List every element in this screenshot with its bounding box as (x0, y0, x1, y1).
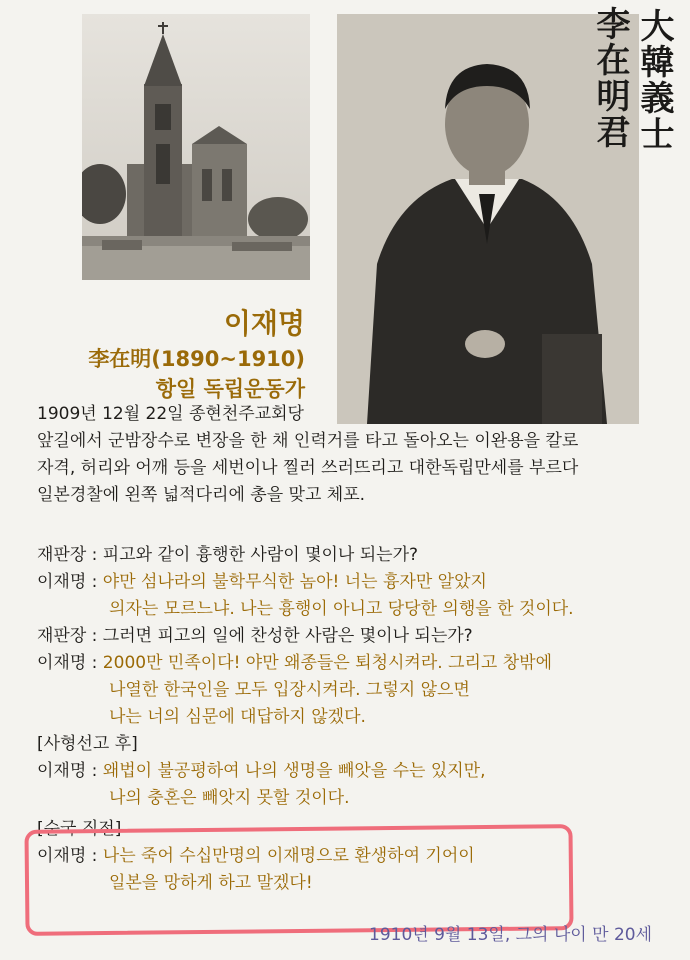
dialogue-line (37, 623, 574, 650)
speaker-label: 재판장 : (37, 545, 98, 565)
dialogue-text: 야만 섬나라의 불학무식한 놈아! 너는 흉자만 알았지 (97, 572, 487, 592)
dialogue-text: 나는 죽어 수십만명의 이재명으로 환생하여 기어이 (97, 846, 475, 866)
speaker-label: 이재명 : (37, 761, 98, 781)
role-title: 항일 독립운동가 (155, 377, 305, 401)
intro-paragraph (37, 401, 657, 509)
church-photo (82, 14, 310, 280)
dialogue-text: 나열한 한국인을 모두 입장시켜라. 그렇지 않으면 (109, 680, 470, 700)
dialogue-line (37, 650, 574, 677)
calligraphy-name: 李在明君 (590, 6, 630, 150)
speaker-label: 이재명 : (37, 653, 98, 673)
intro-line: 1909년 12월 22일 종현천주교회당 (37, 404, 304, 424)
dialogue-text: 2000만 민족이다! 야만 왜종들은 퇴청시켜라. 그리고 창밖에 (97, 653, 552, 673)
speaker-label: 이재명 : (37, 572, 98, 592)
dialogue-text: 피고와 같이 흉행한 사람이 몇이나 되는가? (97, 545, 419, 565)
intro-line: 일본경찰에 왼쪽 넓적다리에 총을 맞고 체포. (37, 485, 366, 505)
speaker-label: 재판장 : (37, 626, 98, 646)
dialogue-line (37, 758, 574, 785)
dialogue-text: 그러면 피고의 일에 찬성한 사람은 몇이나 되는가? (97, 626, 473, 646)
dialogue-text: 의자는 모르느냐. 나는 흉행이 아니고 당당한 의행을 한 것이다. (109, 599, 574, 619)
dialogue-text: 일본을 망하게 하고 말겠다! (109, 873, 313, 893)
dialogue-text: 왜법이 불공평하여 나의 생명을 빼앗을 수는 있지만, (97, 761, 486, 781)
calligraphy-title: 大韓義士 (634, 8, 674, 152)
speaker-label: 이재명 : (37, 846, 98, 866)
intro-line: 자격, 허리와 어깨 등을 세번이나 찔러 쓰러뜨리고 대한독립만세를 부르다 (37, 458, 579, 478)
dialogue-text: 나는 너의 심문에 대답하지 않겠다. (109, 707, 366, 727)
section-heading: [사형선고 후] (37, 734, 138, 754)
death-date-line: 1910년 9월 13일, 그의 나이 만 20세 (369, 925, 652, 945)
section-heading: [순국 직전] (37, 819, 122, 839)
name-hanja: 李在明(1890~1910) (88, 347, 305, 371)
dialogue-text: 나의 충혼은 빼앗지 못할 것이다. (109, 788, 350, 808)
intro-line: 앞길에서 군밤장수로 변장을 한 채 인력거를 타고 돌아오는 이완용을 칼로 (37, 431, 579, 451)
dialogue-line (37, 569, 574, 596)
dialogue-line (37, 542, 574, 569)
name-korean: 이재명 (223, 307, 305, 340)
